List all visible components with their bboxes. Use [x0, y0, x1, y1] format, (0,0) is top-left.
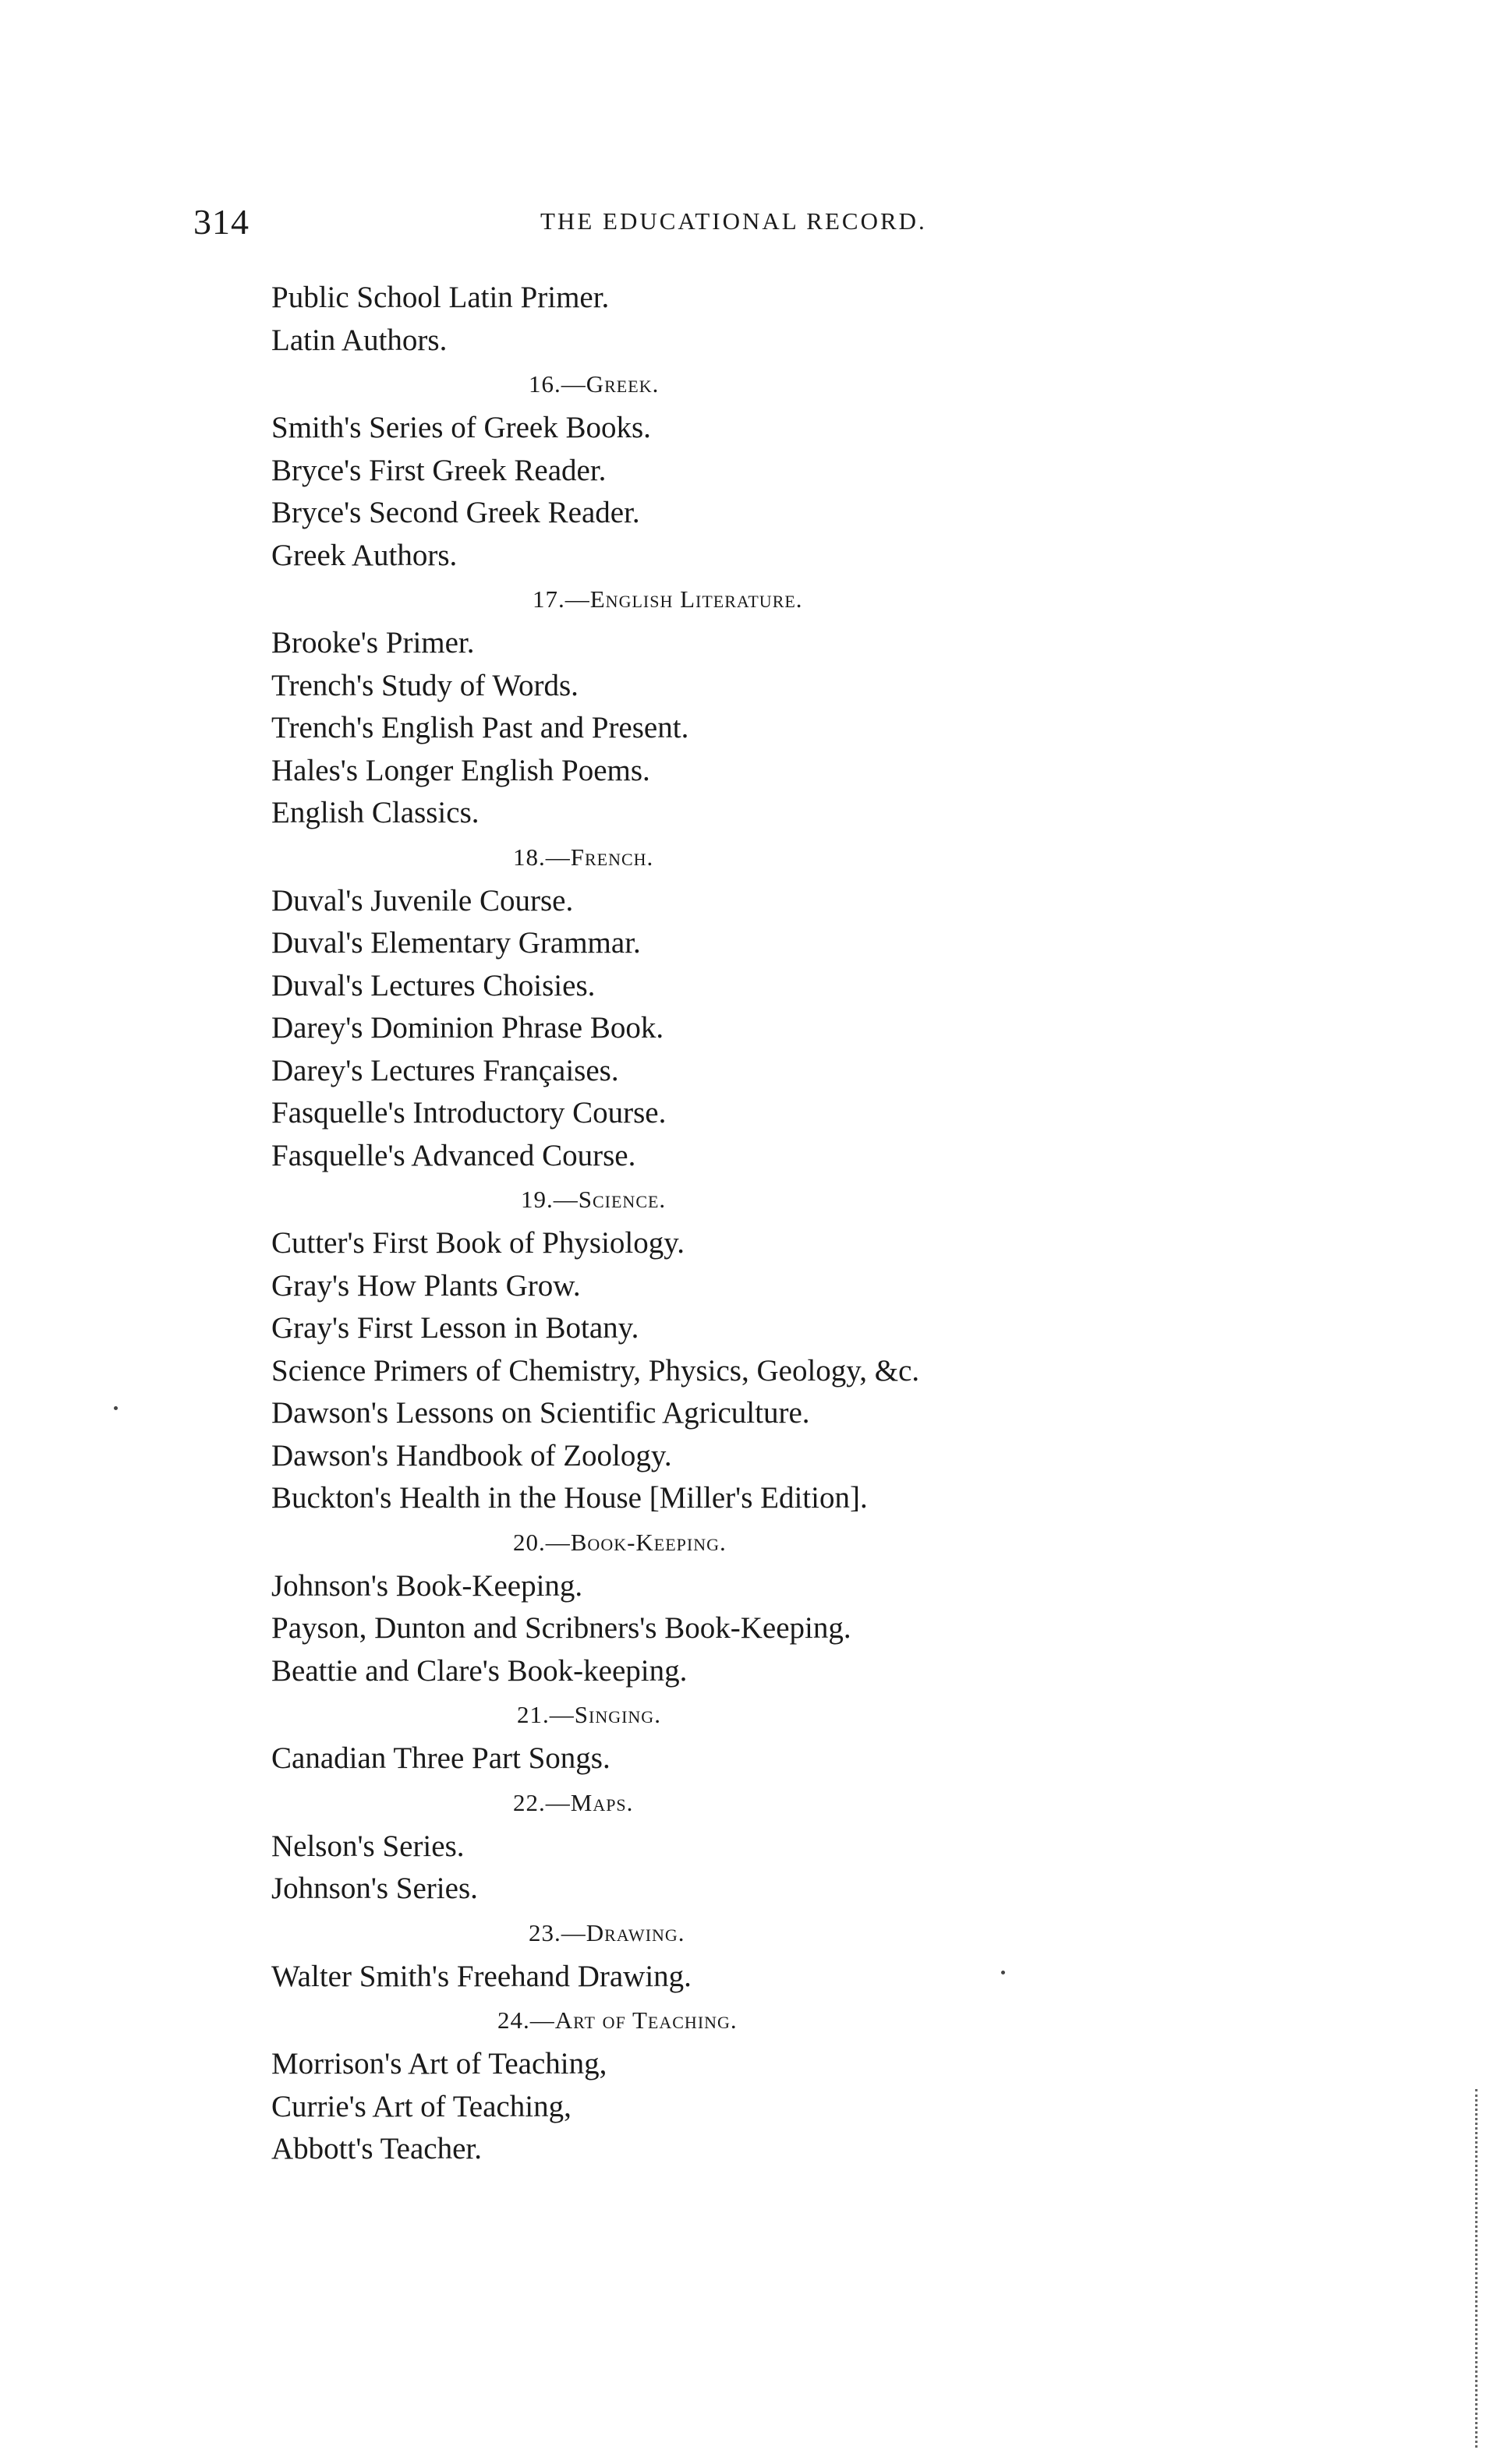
- book-entry: Walter Smith's Freehand Drawing.: [271, 1959, 692, 1993]
- book-entry: Johnson's Series.: [271, 1872, 478, 1905]
- section-heading: 16.—Greek.: [529, 370, 660, 398]
- section-heading: 17.—English Literature.: [533, 585, 803, 613]
- book-entry: Currie's Art of Teaching,: [271, 2089, 572, 2123]
- book-entry: Darey's Lectures Françaises.: [271, 1053, 619, 1087]
- scan-speck: [1001, 1971, 1005, 1974]
- book-entry: Fasquelle's Introductory Course.: [271, 1096, 667, 1129]
- section-heading: 24.—Art of Teaching.: [497, 2006, 738, 2034]
- book-entry: Brooke's Primer.: [271, 626, 475, 659]
- book-entry: Dawson's Handbook of Zoology.: [271, 1438, 672, 1472]
- book-entry: Trench's Study of Words.: [271, 668, 579, 702]
- book-entry: Bryce's Second Greek Reader.: [271, 496, 640, 529]
- section-heading: 20.—Book-Keeping.: [513, 1528, 727, 1556]
- section-heading: 18.—French.: [513, 843, 654, 871]
- page-number: 314: [193, 202, 250, 242]
- book-entry: Canadian Three Part Songs.: [271, 1741, 610, 1775]
- book-entry: Morrison's Art of Teaching,: [271, 2047, 607, 2080]
- book-entry: Duval's Lectures Choisies.: [271, 968, 596, 1002]
- book-entry: Duval's Juvenile Course.: [271, 883, 574, 917]
- book-entry: Bryce's First Greek Reader.: [271, 453, 607, 487]
- book-entry: Gray's How Plants Grow.: [271, 1268, 581, 1303]
- book-entry: Trench's English Past and Present.: [271, 711, 689, 744]
- section-heading: 22.—Maps.: [513, 1788, 634, 1816]
- book-entry: Johnson's Book-Keeping.: [271, 1568, 583, 1603]
- book-entry: Buckton's Health in the House [Miller's Edition].: [271, 1481, 868, 1515]
- book-entry: Nelson's Series.: [271, 1829, 465, 1863]
- book-entry: Duval's Elementary Grammar.: [271, 926, 641, 960]
- section-heading: 23.—Drawing.: [529, 1918, 685, 1946]
- book-entry: Cutter's First Book of Physiology.: [271, 1226, 685, 1260]
- scan-margin-mark: [1475, 2089, 1480, 2448]
- book-entry: Gray's First Lesson in Botany.: [271, 1311, 639, 1345]
- book-entry: Dawson's Lessons on Scientific Agriculture.: [271, 1396, 810, 1430]
- book-entry: Abbott's Teacher.: [271, 2132, 483, 2165]
- book-entry: Public School Latin Primer.: [271, 281, 610, 314]
- book-entry: Darey's Dominion Phrase Book.: [271, 1011, 664, 1045]
- book-entry: Latin Authors.: [271, 323, 448, 357]
- section-heading: 19.—Science.: [521, 1186, 667, 1213]
- book-entry: Greek Authors.: [271, 538, 458, 572]
- journal-title: THE EDUCATIONAL RECORD.: [540, 207, 927, 235]
- book-entry: Beattie and Clare's Book-keeping.: [271, 1653, 688, 1688]
- book-entry: Smith's Series of Greek Books.: [271, 411, 651, 444]
- book-entry: English Classics.: [271, 796, 480, 829]
- book-entry: Fasquelle's Advanced Course.: [271, 1138, 636, 1172]
- running-head: [193, 201, 1043, 248]
- book-entry: Hales's Longer English Poems.: [271, 753, 650, 787]
- book-entry: Payson, Dunton and Scribners's Book-Keeping.: [271, 1611, 851, 1645]
- scan-speck: [114, 1406, 118, 1410]
- book-list: [271, 277, 1129, 2171]
- book-entry: Science Primers of Chemistry, Physics, Geology, &c.: [271, 1353, 920, 1388]
- section-heading: 21.—Singing.: [517, 1701, 661, 1728]
